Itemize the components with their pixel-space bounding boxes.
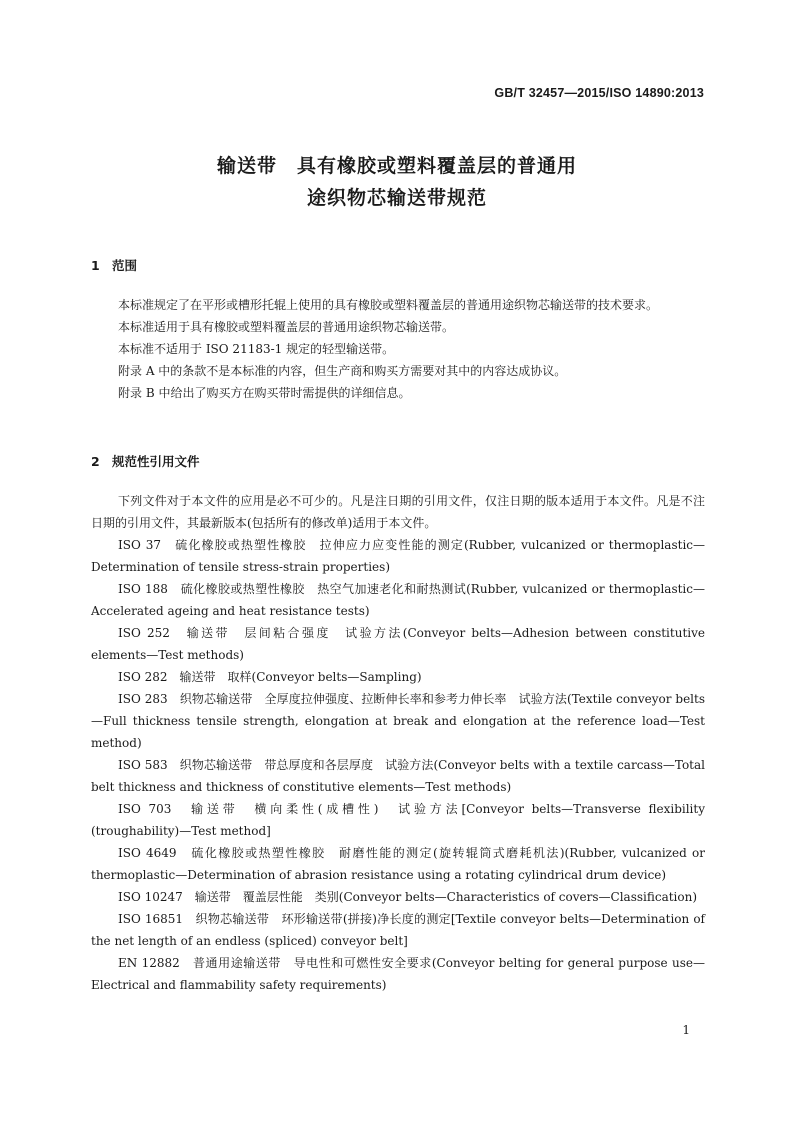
reference-item: ISO 583 织物芯输送带 带总厚度和各层厚度 试验方法(Conveyor belts with a textile carcass—Total belt thickness and thickness of constitutive elements—Test methods): [91, 758, 705, 794]
reference-item: ISO 282 输送带 取样(Conveyor belts—Sampling): [118, 670, 422, 684]
reference-item: ISO 703 输送带 横向柔性(成槽性) 试验方法[Conveyor belts—Transverse flexibility (troughability)—Test method]: [91, 802, 705, 838]
section-2-heading: [91, 452, 200, 470]
paragraph: 本标准规定了在平形或槽形托辊上使用的具有橡胶或塑料覆盖层的普通用途织物芯输送带的技术要求。: [118, 298, 659, 312]
paragraph: 附录 A 中的条款不是本标准的内容，但生产商和购买方需要对其中的内容达成协议。: [118, 364, 567, 378]
paragraph: 附录 B 中给出了购买方在购买带时需提供的详细信息。: [118, 386, 411, 400]
title-line-2: 途织物芯输送带规范: [306, 187, 487, 209]
document-title: [0, 150, 794, 214]
section-number: 2: [91, 454, 100, 469]
standard-code: GB/T 32457—2015/ISO 14890:2013: [494, 86, 704, 100]
reference-item: ISO 188 硫化橡胶或热塑性橡胶 热空气加速老化和耐热测试(Rubber, vulcanized or thermoplastic—Accelerated ageing and heat resistance tests): [91, 582, 705, 618]
page-number: 1: [682, 1023, 690, 1037]
reference-item: ISO 37 硫化橡胶或热塑性橡胶 拉伸应力应变性能的测定(Rubber, vulcanized or thermoplastic—Determination of tensile stress-strain properties): [91, 538, 705, 574]
section-number: 1: [91, 258, 100, 273]
section-2-body: [91, 490, 705, 996]
paragraph: 本标准不适用于 ISO 21183-1 规定的轻型输送带。: [118, 342, 395, 356]
reference-item: ISO 252 输送带 层间粘合强度 试验方法(Conveyor belts—Adhesion between constitutive elements—Test methods): [91, 626, 705, 662]
section-1-heading: [91, 256, 137, 274]
section-title: 范围: [112, 258, 138, 273]
reference-item: EN 12882 普通用途输送带 导电性和可燃性安全要求(Conveyor belting for general purpose use—Electrical and flammability safety requirements): [91, 956, 705, 992]
paragraph: 下列文件对于本文件的应用是必不可少的。凡是注日期的引用文件，仅注日期的版本适用于本文件。凡是不注日期的引用文件，其最新版本(包括所有的修改单)适用于本文件。: [91, 494, 705, 530]
title-line-1: 输送带 具有橡胶或塑料覆盖层的普通用: [216, 155, 577, 177]
reference-item: ISO 283 织物芯输送带 全厚度拉伸强度、拉断伸长率和参考力伸长率 试验方法(Textile conveyor belts—Full thickness tensile strength, elongation at break and elongation at the reference load—Test method): [91, 692, 705, 750]
reference-item: ISO 10247 输送带 覆盖层性能 类别(Conveyor belts—Characteristics of covers—Classification): [118, 890, 698, 904]
section-title: 规范性引用文件: [112, 454, 200, 469]
paragraph: 本标准适用于具有橡胶或塑料覆盖层的普通用途织物芯输送带。: [118, 320, 455, 334]
section-1-body: [91, 294, 705, 404]
reference-item: ISO 4649 硫化橡胶或热塑性橡胶 耐磨性能的测定(旋转辊筒式磨耗机法)(Rubber, vulcanized or thermoplastic—Determination of abrasion resistance using a rotating cylindrical drum device): [91, 846, 705, 882]
reference-item: ISO 16851 织物芯输送带 环形输送带(拼接)净长度的测定[Textile conveyor belts—Determination of the net length of an endless (spliced) conveyor belt]: [91, 912, 705, 948]
